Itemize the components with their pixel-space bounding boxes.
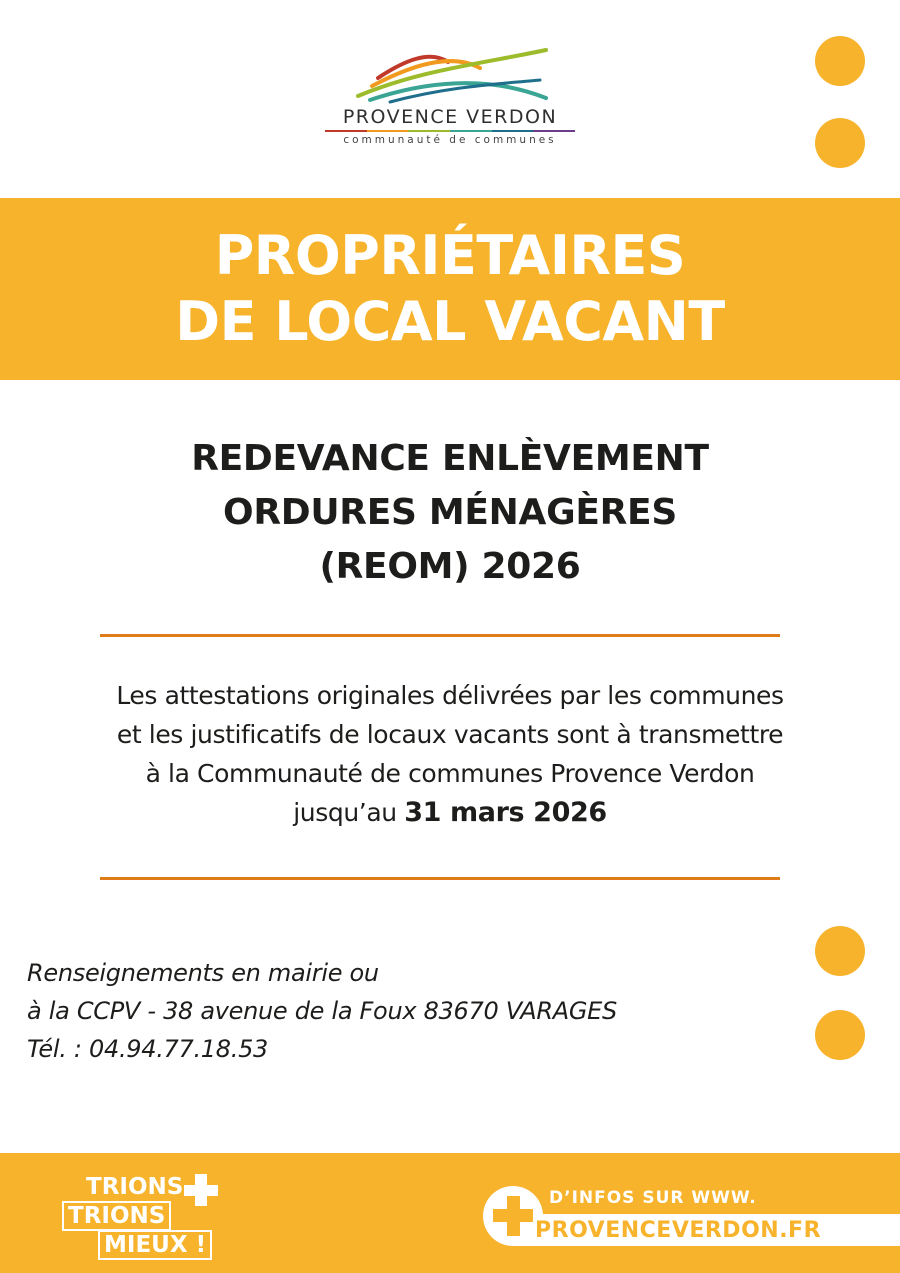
- logo-color-stripe: [325, 130, 575, 132]
- contact-phone: Tél. : 04.94.77.18.53: [27, 1035, 269, 1063]
- decorative-dot: [815, 36, 865, 86]
- title-line-3: (REOM) 2026: [319, 546, 581, 587]
- title-line-1: REDEVANCE ENLÈVEMENT: [191, 438, 709, 479]
- divider-top: [100, 634, 780, 637]
- provence-verdon-logo: [320, 40, 580, 170]
- logo-name: PROVENCE VERDON: [342, 106, 558, 128]
- logo-subtitle: communauté de communes: [343, 134, 557, 146]
- trions-mieux-logo: [62, 1172, 237, 1262]
- contact-address: à la CCPV - 38 avenue de la Foux 83670 VARAGES: [27, 997, 617, 1025]
- plus-icon-horizontal: [493, 1209, 533, 1222]
- decorative-dot: [815, 1010, 865, 1060]
- slogan-line-3: MIEUX !: [98, 1230, 212, 1260]
- notice-body: [0, 676, 900, 832]
- info-label: D’INFOS SUR WWW.: [549, 1188, 757, 1208]
- contact-info: [27, 954, 807, 1068]
- headline-banner: [0, 198, 900, 380]
- website-link[interactable]: PROVENCEVERDON.FR: [535, 1218, 822, 1243]
- body-line-1: Les attestations originales délivrées par les communes: [116, 681, 784, 710]
- decorative-dot: [815, 926, 865, 976]
- divider-bottom: [100, 877, 780, 880]
- banner-line-2: DE LOCAL VACANT: [175, 290, 725, 353]
- body-line-2: et les justificatifs de locaux vacants sont à transmettre: [116, 720, 784, 749]
- notice-title: [0, 432, 900, 594]
- deadline-date: 31 mars 2026: [404, 797, 607, 828]
- plus-icon-bar: [184, 1185, 218, 1196]
- body-line-3: à la Communauté de communes Provence Verdon: [145, 759, 755, 788]
- decorative-dot: [815, 118, 865, 168]
- website-info[interactable]: [483, 1186, 900, 1246]
- logo-swoosh-icon: [350, 40, 550, 104]
- body-line-4: [0, 793, 900, 832]
- banner-line-1: PROPRIÉTAIRES: [214, 224, 686, 287]
- slogan-line-1: TRIONS: [86, 1174, 184, 1200]
- title-line-2: ORDURES MÉNAGÈRES: [223, 492, 677, 533]
- deadline-prefix: jusqu’au: [293, 798, 405, 827]
- slogan-line-2: TRIONS: [62, 1201, 171, 1231]
- contact-line-1: Renseignements en mairie ou: [27, 959, 379, 987]
